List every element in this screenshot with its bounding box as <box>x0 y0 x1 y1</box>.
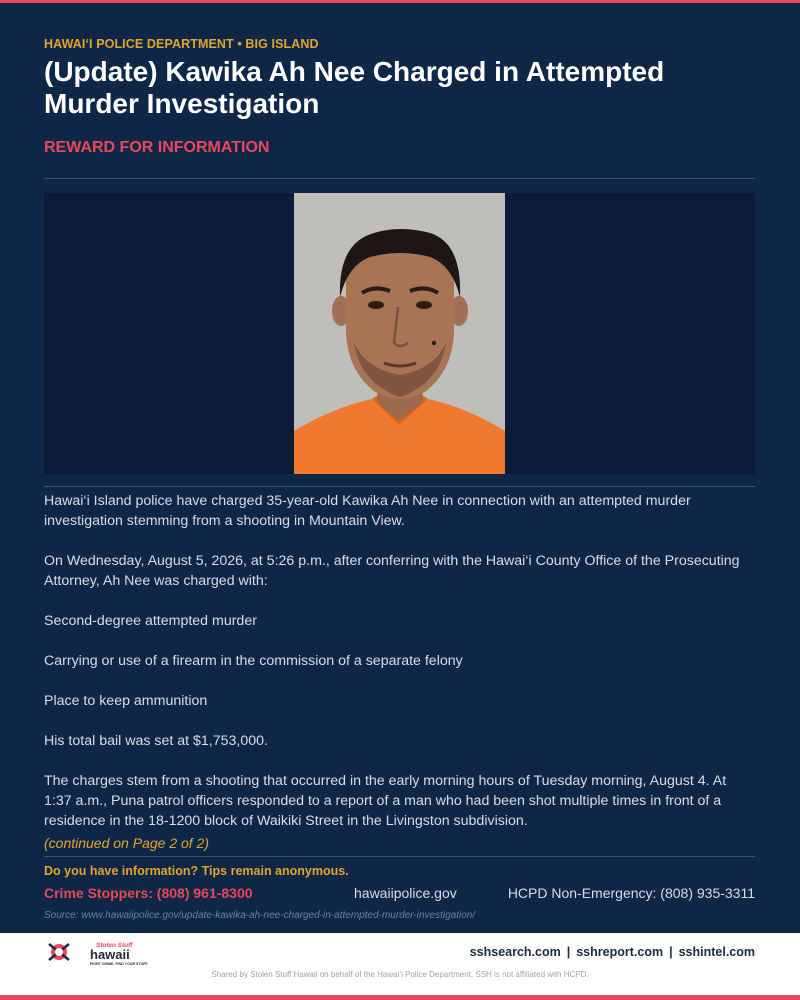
bottom-accent-bar <box>0 995 800 1000</box>
continued-note: (continued on Page 2 of 2) <box>44 835 210 851</box>
article-body <box>44 491 756 851</box>
divider <box>44 178 755 179</box>
paragraph: His total bail was set at $1,753,000. <box>44 733 268 749</box>
bulletin-panel <box>0 3 800 933</box>
logo-main-text: hawaii <box>90 947 130 962</box>
sshsearch-link[interactable]: sshsearch.com <box>469 945 561 959</box>
headline: (Update) Kawika Ah Nee Charged in Attempted Murder Investigation <box>44 56 665 119</box>
separator: | <box>566 945 571 959</box>
source-link[interactable]: Source: www.hawaiipolice.gov/update-kawika-ah-nee-charged-in-attempted-murder-investigation/ <box>44 910 476 921</box>
divider <box>44 856 755 857</box>
police-website-link[interactable]: hawaiipolice.gov <box>354 885 457 901</box>
paragraph: The charges stem from a shooting that occurred in the early morning hours of Tuesday morning, August 4. At 1:37 a.m., Puna patrol officers responded to a report of a man who had been shot multiple times in front of a residence in the 18-1200 block of Waikiki Street in the Livingston subdivision. <box>44 773 727 829</box>
separator: | <box>669 945 673 959</box>
crime-stoppers-phone[interactable]: Crime Stoppers: (808) 961-8300 <box>44 885 253 901</box>
logo-tagline: FIGHT CRIME. FIND YOUR STUFF. <box>90 962 149 966</box>
divider <box>44 486 755 487</box>
stolen-stuff-hawaii-logo[interactable] <box>46 940 156 966</box>
non-emergency-phone[interactable]: HCPD Non-Emergency: (808) 935-3311 <box>507 885 755 901</box>
charge-item: Place to keep ammunition <box>44 693 208 709</box>
paragraph: Hawai‘i Island police have charged 35-year-old Kawika Ah Nee in connection with an attempted murder investigation stemming from a shooting in Mountain View. <box>44 493 691 529</box>
photo-frame <box>44 193 755 474</box>
sshintel-link[interactable]: sshintel.com <box>678 945 755 959</box>
paragraph: On Wednesday, August 5, 2026, at 5:26 p.m., after conferring with the Hawai‘i County Office of the Prosecuting Attorney, Ah Nee was charged with: <box>44 553 740 589</box>
tips-heading: Do you have information? Tips remain anonymous. <box>44 864 349 878</box>
reward-label: REWARD FOR INFORMATION <box>44 139 270 156</box>
agency-label: HAWAI‘I POLICE DEPARTMENT • BIG ISLAND <box>44 37 319 51</box>
charge-item: Second-degree attempted murder <box>44 613 257 629</box>
mugshot-photo <box>294 193 505 474</box>
footer-links <box>470 945 755 959</box>
charge-item: Carrying or use of a firearm in the commission of a separate felony <box>44 653 463 669</box>
sshreport-link[interactable]: sshreport.com <box>576 945 664 959</box>
disclaimer: Shared by Stolen Stuff Hawaii on behalf of the Hawai‘i Police Department. SSH is not affiliated with HCPD. <box>211 970 589 979</box>
footer <box>0 933 800 995</box>
logo-top-text: Stolen Stuff <box>96 942 133 949</box>
